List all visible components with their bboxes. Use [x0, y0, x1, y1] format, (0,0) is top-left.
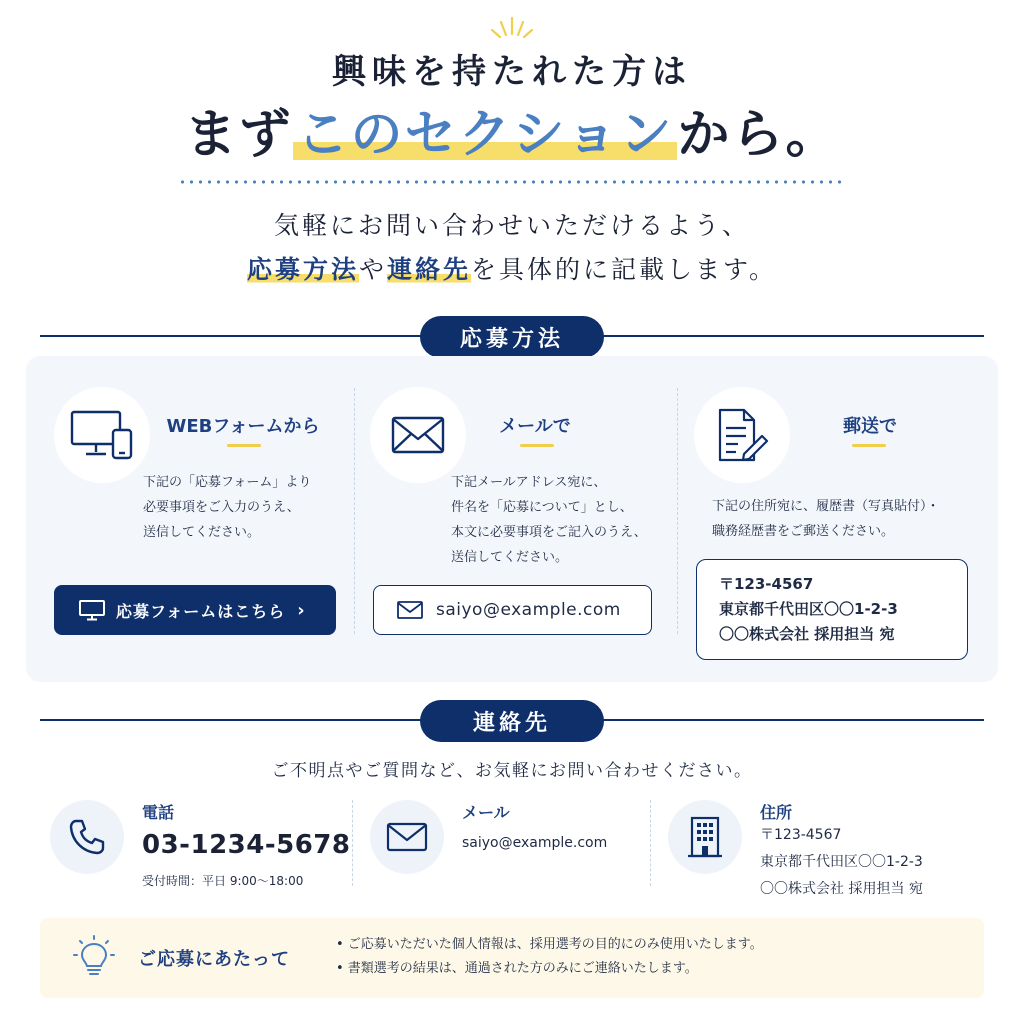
mail-icon-circle: [370, 800, 444, 874]
address-label: 住所: [760, 803, 793, 822]
mail-text-line: 本文に必要事項をご記入のうえ、: [451, 525, 647, 540]
column-divider: [677, 388, 678, 634]
web-title: WEBフォームから: [166, 416, 320, 437]
intro-keyword-contact: 連絡先: [387, 255, 472, 284]
apply-mail-address-link[interactable]: [373, 585, 652, 635]
envelope-icon: [385, 821, 429, 853]
mail-text-line: 送信してください。: [451, 550, 569, 565]
title-underline: [520, 444, 554, 447]
hero-title-highlight: このセクション: [293, 105, 678, 165]
section-title-apply: 応募方法: [420, 316, 604, 358]
document-pen-icon: [714, 406, 770, 464]
envelope-icon: [390, 415, 446, 455]
title-underline: [852, 444, 886, 447]
address-line: 〇〇株式会社 採用担当 宛: [760, 881, 923, 897]
web-icon-circle: [54, 387, 150, 483]
phone-label: 電話: [142, 803, 175, 822]
notice-item: • ご応募いただいた個人情報は、採用選考の目的にのみ使用いたします。: [336, 937, 763, 952]
phone-number[interactable]: 03-1234-5678: [142, 830, 351, 860]
notice-item: • 書類選考の結果は、通過された方のみにご連絡いたします。: [336, 961, 698, 976]
phone-hours: 受付時間：平日 9:00〜18:00: [142, 874, 304, 888]
computer-phone-icon: [69, 408, 135, 462]
post-address-line: 東京都千代田区〇〇1-2-3: [719, 600, 898, 618]
hero-title-line1: 興味を持たれた方は: [332, 52, 692, 92]
title-underline: [227, 444, 261, 447]
mail-label: メール: [462, 803, 510, 822]
hero-title-line2: [0, 92, 1024, 167]
post-text-line: 下記の住所宛に、履歴書（写真貼付）・: [712, 499, 940, 514]
mail-description: [451, 470, 666, 570]
mail-text-line: 件名を「応募について」とし、: [451, 500, 633, 515]
post-description: [712, 494, 982, 544]
address-zip: 〒123-4567: [760, 827, 842, 843]
intro-line2: [0, 250, 1024, 286]
chevron-right-icon: ›: [297, 599, 306, 621]
building-icon: [687, 815, 723, 859]
post-zip: 〒123-4567: [719, 575, 814, 593]
mail-text-line: 下記メールアドレス宛に、: [451, 475, 607, 490]
phone-icon-circle: [50, 800, 124, 874]
monitor-icon: [78, 599, 106, 621]
section-title-contact: 連絡先: [420, 700, 604, 742]
lightbulb-icon: [72, 934, 116, 980]
mail-title: メールで: [499, 416, 571, 437]
intro-mid: や: [358, 255, 387, 284]
apply-form-button-label: 応募フォームはこちら: [116, 601, 286, 621]
contact-mail-address[interactable]: saiyo@example.com: [462, 835, 608, 851]
notice-list: [336, 933, 763, 981]
intro-line1: 気軽にお問い合わせいただけるよう、: [273, 211, 750, 240]
column-divider: [352, 800, 353, 886]
sparkle-icon: [488, 14, 536, 44]
post-title: 郵送で: [843, 416, 897, 437]
mail-icon-circle: [370, 387, 466, 483]
notice-title: ご応募にあたって: [138, 949, 290, 970]
post-icon-circle: [694, 387, 790, 483]
hero-title-pre: まず: [184, 105, 293, 165]
post-address-line: 〇〇株式会社 採用担当 宛: [719, 625, 895, 643]
post-address-box: [696, 559, 968, 660]
web-text-line: 下記の「応募フォーム」より: [143, 475, 312, 490]
phone-icon: [67, 817, 107, 857]
contact-intro: ご不明点やご質問など、お気軽にお問い合わせください。: [271, 761, 753, 781]
address-line: 東京都千代田区〇〇1-2-3: [760, 854, 923, 870]
hero-title-post: から。: [677, 105, 840, 165]
building-icon-circle: [668, 800, 742, 874]
column-divider: [650, 800, 651, 886]
apply-mail-address: saiyo@example.com: [436, 600, 621, 620]
web-text-line: 送信してください。: [143, 525, 261, 540]
intro-keyword-apply: 応募方法: [246, 255, 359, 284]
contact-address: [760, 822, 923, 903]
apply-form-button[interactable]: [54, 585, 336, 635]
dotted-divider: [178, 180, 846, 184]
web-text-line: 必要事項をご入力のうえ、: [143, 500, 300, 515]
intro-post: を具体的に記載します。: [471, 255, 778, 284]
post-text-line: 職務経歴書をご郵送ください。: [712, 524, 895, 539]
envelope-icon: [396, 600, 424, 620]
web-description: [143, 470, 348, 545]
column-divider: [354, 388, 355, 634]
